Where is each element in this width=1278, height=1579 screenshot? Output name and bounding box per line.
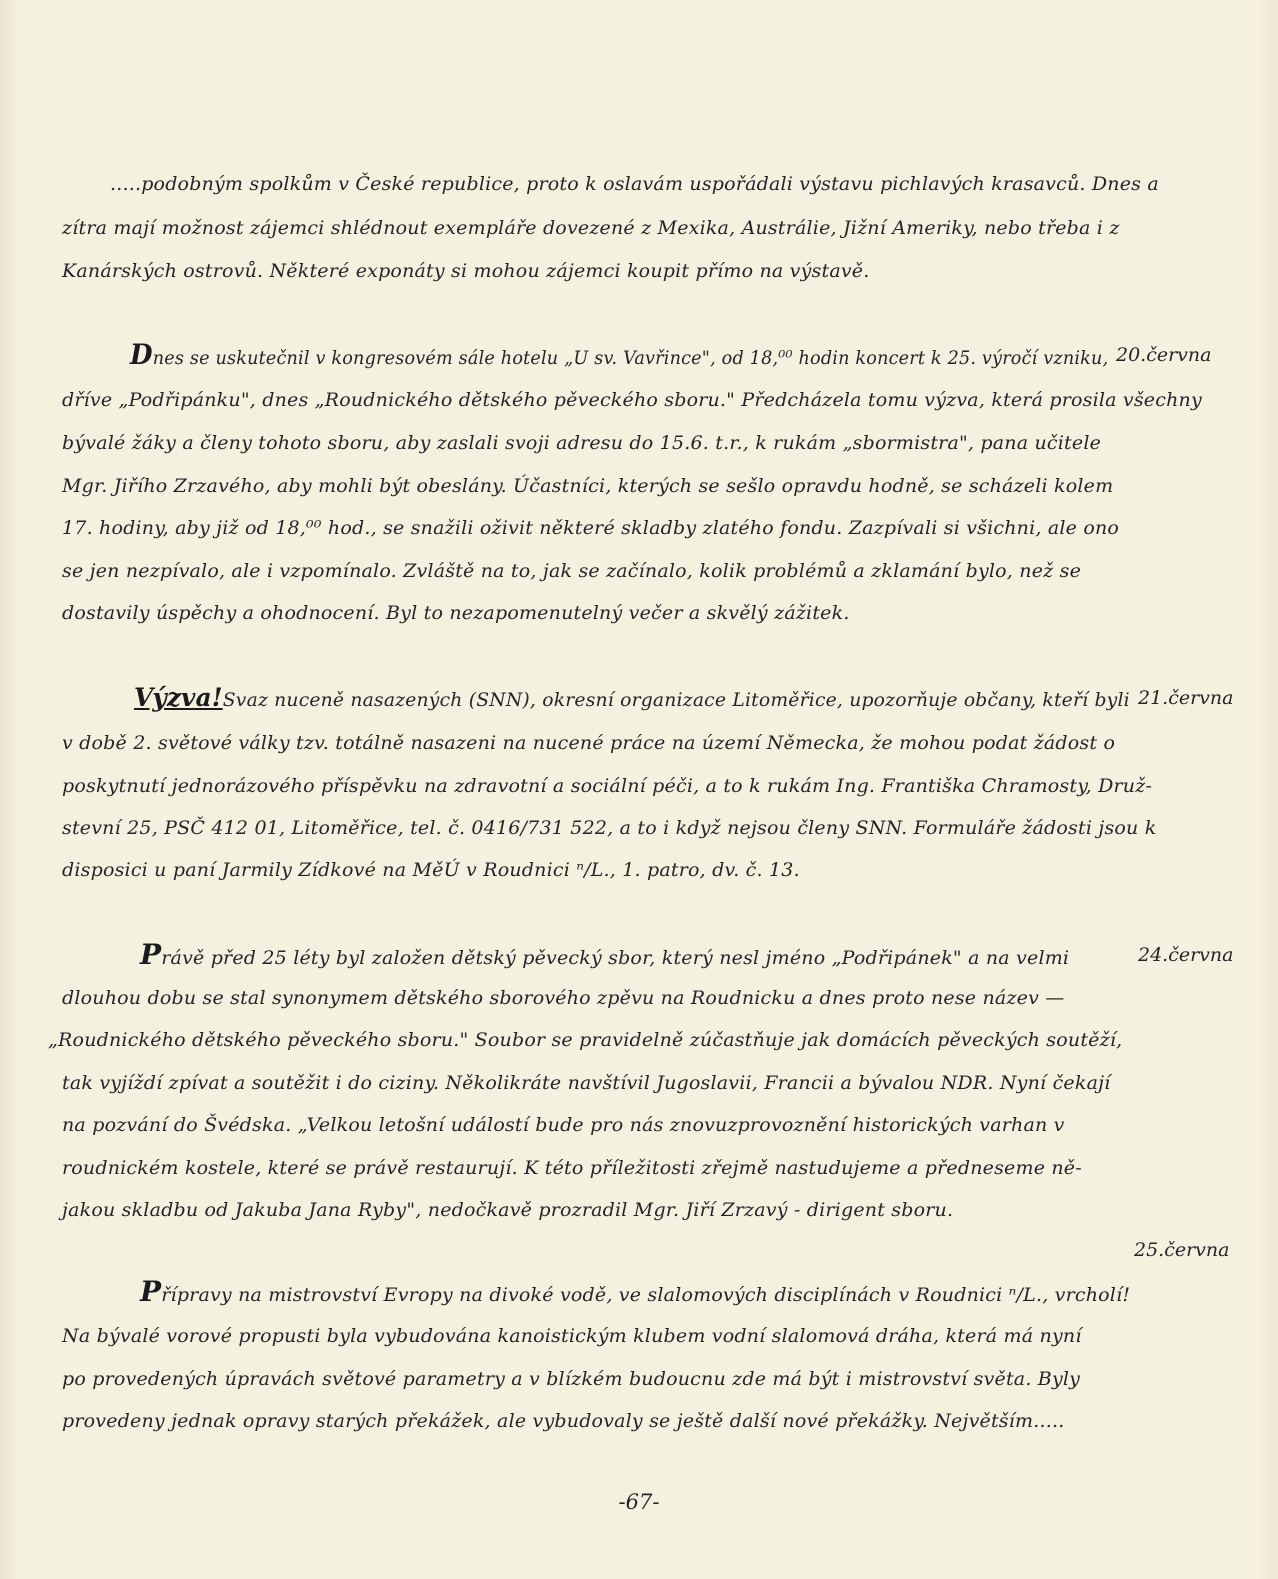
p1-line-3: Kanárských ostrovů. Některé exponáty si mohou zájemci koupit přímo na výstavě. <box>62 260 870 282</box>
p2-line-4: Mgr. Jiřího Zrzavého, aby mohli být obeslány. Účastníci, kterých se sešlo opravdu hodně, se scházeli kolem <box>62 475 1114 497</box>
p2-first-rest: nes se uskutečnil v kongresovém sále hotelu „U sv. Vavřince", od 18,⁰⁰ hodin koncert k 25. výročí vzniku, <box>152 347 1109 369</box>
p4-line-2: dlouhou dobu se stal synonymem dětského sborového zpěvu na Roudnicku a dnes proto nese název — <box>62 987 1065 1009</box>
p3-date: 21.června <box>1138 687 1234 709</box>
p2-line-7: dostavily úspěchy a ohodnocení. Byl to nezapomenutelný večer a skvělý zážitek. <box>62 602 850 624</box>
p4-line-7: jakou skladbu od Jakuba Jana Ryby", nedočkavě prozradil Mgr. Jiří Zrzavý - dirigent sboru. <box>62 1199 954 1221</box>
p3-line-5: disposici u paní Jarmily Zídkové na MěÚ v Roudnici ⁿ/L., 1. patro, dv. č. 13. <box>62 859 800 881</box>
p4-date: 24.června <box>1138 944 1234 966</box>
p5-line-2: Na bývalé vorové propusti byla vybudována kanoistickým klubem vodní slalomová dráha, která má nyní <box>62 1325 1082 1347</box>
p5-date: 25.června <box>1134 1239 1230 1261</box>
p5-line-3: po provedených úpravách světové parametry a v blízkém budoucnu zde má být i mistrovství světa. Byly <box>62 1368 1081 1390</box>
p4-line-1 <box>140 938 1070 971</box>
p3-heading: Výzva! <box>134 683 223 712</box>
p4-line-4: tak vyjíždí zpívat a soutěžit i do ciziny. Několikráte navštívil Jugoslavii, Francii a bývalou NDR. Nyní čekají <box>62 1072 1111 1094</box>
p4-initial: P <box>140 938 162 971</box>
p2-line-3: bývalé žáky a členy tohoto sboru, aby zaslali svoji adresu do 15.6. t.r., k rukám „sbormistra", pana učitele <box>62 432 1102 454</box>
p5-line-1 <box>140 1275 1131 1308</box>
p3-line-3: poskytnutí jednorázového příspěvku na zdravotní a sociální péči, a to k rukám Ing. Františka Chramosty, Druž- <box>62 775 1153 797</box>
p2-date: 20.června <box>1116 344 1212 366</box>
p2-initial: D <box>130 338 153 371</box>
p1-line-1: .....podobným spolkům v České republice, proto k oslavám uspořádali výstavu pichlavých krasavců. Dnes a <box>110 173 1159 195</box>
p3-first-rest: Svaz nuceně nasazených (SNN), okresní organizace Litoměřice, upozorňuje občany, kteří byli <box>222 689 1130 711</box>
p5-line-4: provedeny jednak opravy starých překážek, ale vybudovaly se ještě další nové překážky. Největším..... <box>62 1410 1065 1432</box>
p2-line-2: dříve „Podřipánku", dnes „Roudnického dětského pěveckého sboru." Předcházela tomu výzva, která prosila všechny <box>62 389 1202 411</box>
p4-line-5: na pozvání do Švédska. „Velkou letošní událostí bude pro nás znovuzprovoznění historických varhan v <box>62 1114 1065 1136</box>
p5-initial: P <box>140 1275 162 1308</box>
p2-line-1 <box>130 338 1109 371</box>
p2-line-5: 17. hodiny, aby již od 18,⁰⁰ hod., se snažili oživit některé skladby zlatého fondu. Zazpívali si všichni, ale ono <box>62 517 1120 539</box>
p1-line-2: zítra mají možnost zájemci shlédnout exempláře dovezené z Mexika, Austrálie, Jižní Ameriky, nebo třeba i z <box>62 217 1120 239</box>
p4-line-6: roudnickém kostele, které se právě restaurují. K této příležitosti zřejmě nastudujeme a předneseme ně- <box>62 1157 1082 1179</box>
p4-line-3: „Roudnického dětského pěveckého sboru." Soubor se pravidelně zúčastňuje jak domácích pěveckých soutěží, <box>48 1029 1123 1051</box>
p4-first-rest: rávě před 25 léty byl založen dětský pěvecký sbor, který nesl jméno „Podřipánek" a na velmi <box>161 947 1070 969</box>
p3-line-4: stevní 25, PSČ 412 01, Litoměřice, tel. č. 0416/731 522, a to i když nejsou členy SNN. Formuláře žádosti jsou k <box>62 817 1157 839</box>
p2-line-6: se jen nezpívalo, ale i vzpomínalo. Zvláště na to, jak se začínalo, kolik problémů a zklamání bylo, než se <box>62 560 1082 582</box>
p3-line-1 <box>134 683 1130 712</box>
page-number: -67- <box>618 1490 660 1514</box>
p5-first-rest: řípravy na mistrovství Evropy na divoké vodě, ve slalomových disciplínách v Roudnici ⁿ/L., vrcholí! <box>161 1284 1131 1306</box>
p3-line-2: v době 2. světové války tzv. totálně nasazeni na nucené práce na území Německa, že mohou podat žádost o <box>62 732 1116 754</box>
